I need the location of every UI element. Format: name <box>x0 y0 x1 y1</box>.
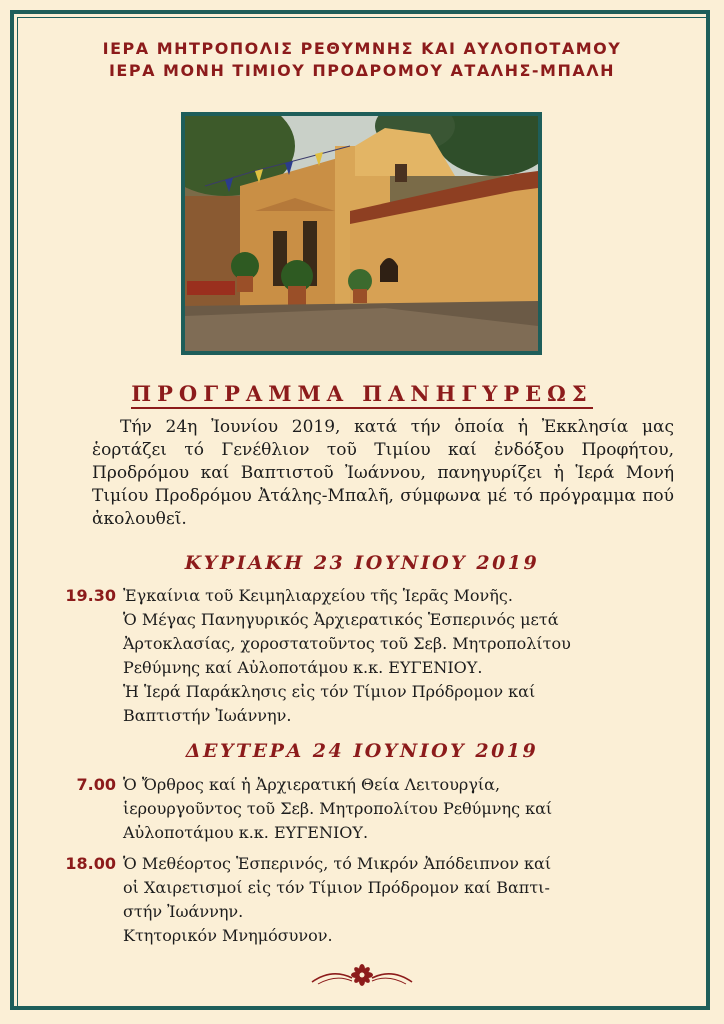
event-line: Ὁ Ὄρθρος καί ἡ Ἀρχιερατική Θεία Λειτουργία, <box>123 775 501 794</box>
intro-paragraph: Τήν 24η Ἰουνίου 2019, κατά τήν ὁποία ἡ Ἐκκλησία μας ἑορτάζει τό Γενέθλιον τοῦ Τιμίου καί ἐνδόξου Προφήτου, Προδρόμου καί Βαπτιστοῦ Ἰωάννου, πανηγυρίζει ἡ Ἱερά Μονή Τιμίου Προδρόμου Ἀτάλης-Μπαλῆ, σύμφωνα μέ τό πρόγραμμα πού ἀκολουθεῖ. <box>92 417 674 529</box>
monastery-photo <box>181 112 542 355</box>
event-line: Ἐγκαίνια τοῦ Κειμηλιαρχείου τῆς Ἱερᾶς Μονῆς. <box>123 586 513 605</box>
event-time: 19.30 <box>65 586 116 605</box>
day-heading-monday: ΔΕΥΤΕΡΑ 24 ΙΟΥΝΙΟΥ 2019 <box>185 740 539 762</box>
event-description <box>123 852 679 948</box>
event-line: στήν Ἰωάννην. <box>123 902 244 921</box>
day-heading-sunday: ΚΥΡΙΑΚΗ 23 ΙΟΥΝΙΟΥ 2019 <box>184 552 540 574</box>
header-metropolis: ΙΕΡΑ ΜΗΤΡΟΠΟΛΙΣ ΡΕΘΥΜΝΗΣ ΚΑΙ ΑΥΛΟΠΟΤΑΜΟΥ <box>102 39 622 58</box>
event-line: Ὁ Μέγας Πανηγυρικός Ἀρχιερατικός Ἑσπερινός μετά <box>123 610 559 629</box>
header-monastery: ΙΕΡΑ ΜΟΝΗ ΤΙΜΙΟΥ ΠΡΟΔΡΟΜΟΥ ΑΤΑΛΗΣ-ΜΠΑΛΗ <box>108 61 616 80</box>
flower-ornament-icon <box>308 962 416 988</box>
event-line: Αὐλοποτάμου κ.κ. ΕΥΓΕΝΙΟΥ. <box>123 823 369 842</box>
event-description <box>123 584 679 728</box>
event-time: 18.00 <box>65 854 116 873</box>
event-line: Κτητορικόν Μνημόσυνον. <box>123 926 333 945</box>
page-title <box>0 380 724 408</box>
event-line: Ὁ Μεθέορτος Ἑσπερινός, τό Μικρόν Ἀπόδειπνον καί <box>123 854 552 873</box>
event-line: Ἡ Ἱερά Παράκλησις εἰς τόν Τίμιον Πρόδρομον καί <box>123 682 536 701</box>
header <box>0 38 724 82</box>
event-line: ἱερουργοῦντος τοῦ Σεβ. Μητροπολίτου Ρεθύμνης καί <box>123 799 553 818</box>
event-line: οἱ Χαιρετισμοί εἰς τόν Τίμιον Πρόδρομον καί Βαπτι- <box>123 878 550 897</box>
event-line: Βαπτιστήν Ἰωάννην. <box>123 706 292 725</box>
event-line: Ρεθύμνης καί Αὐλοποτάμου κ.κ. ΕΥΓΕΝΙΟΥ. <box>123 658 483 677</box>
event-line: Ἀρτοκλασίας, χοροστατοῦντος τοῦ Σεβ. Μητροπολίτου <box>123 634 571 653</box>
page-title-text: ΠΡΟΓΡΑΜΜΑ ΠΑΝΗΓΥΡΕΩΣ <box>131 381 592 409</box>
event-time: 7.00 <box>76 775 116 794</box>
event-description <box>123 773 679 845</box>
